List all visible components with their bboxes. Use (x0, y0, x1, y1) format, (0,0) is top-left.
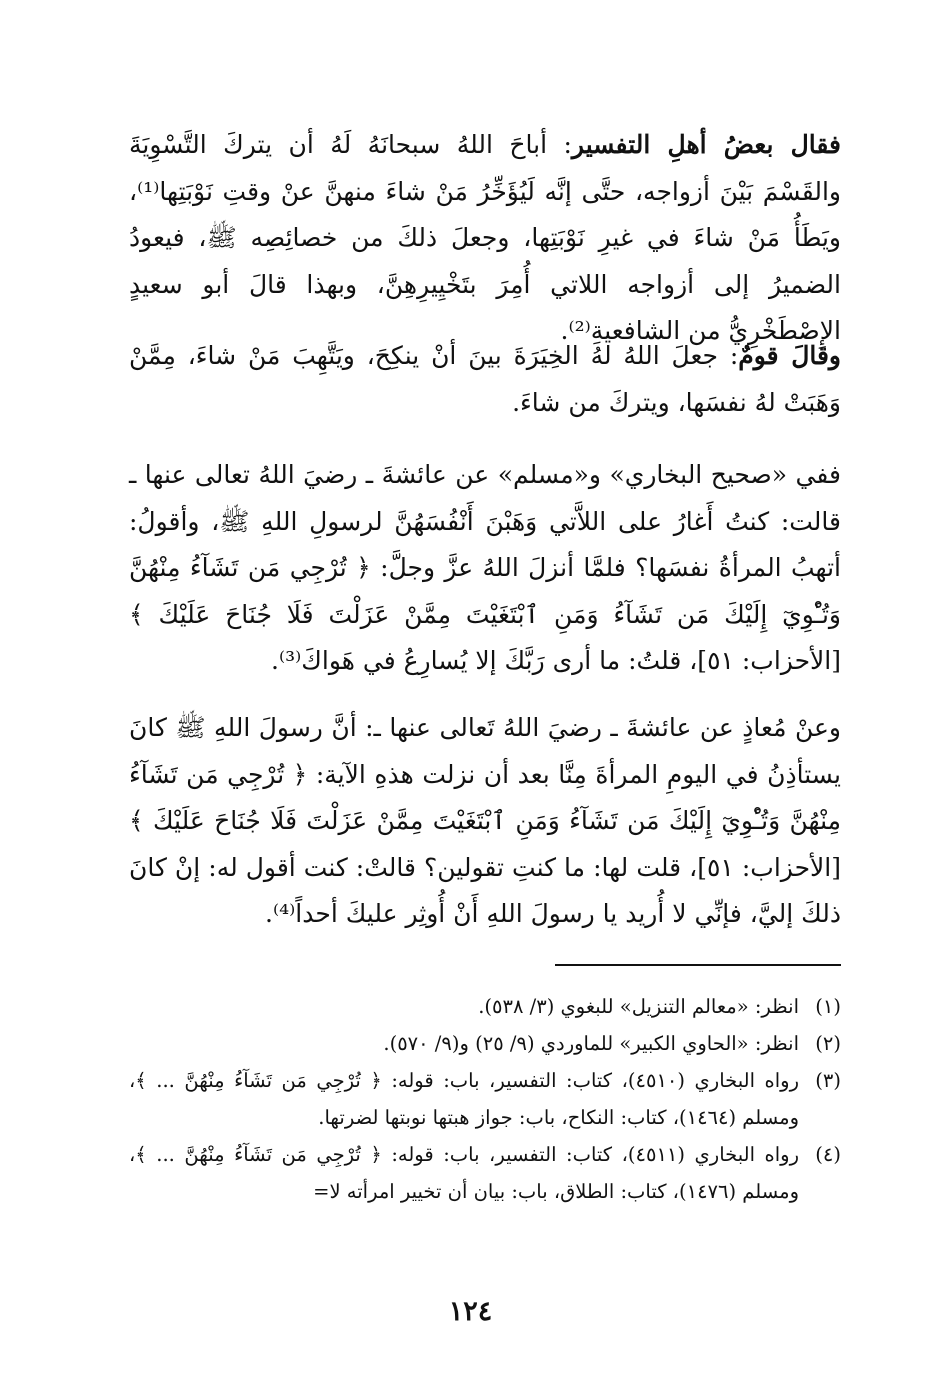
paragraph-4-text: وعنْ مُعاذٍ عن عائشةَ ـ رضيَ اللهُ تَعالى عنها ـ: أنَّ رسولَ اللهِ ﷺ كانَ يستأذِنُ في اليومِ المرأةَ مِنَّا بعد أن نزلت هذهِ الآية: ﴿ تُرْجِي مَن تَشَآءُ مِنْهُنَّ وَتُـْٔوِيٓ إِلَيْكَ مَن تَشَآءُ وَمَنِ ٱبْتَغَيْتَ مِمَّنْ عَزَلْتَ فَلَا جُنَاحَ عَلَيْكَ ﴾ [الأحزاب: ٥١]، قلت لها: ما كنتِ تقولين؟ قالتْ: كنت أقول له: إنْ كانَ ذلكَ إليَّ، فإنِّي لا أُريد يا رسولَ اللهِ أَنْ أُوثِر عليكَ أحداً⁽⁴⁾. (129, 713, 841, 928)
footnote-text: انظر: «معالم التنزيل» للبغوي (٣/ ٥٣٨). (478, 995, 799, 1018)
paragraph-2-text: : جعلَ اللهُ لهُ الخِيَرَةَ بينَ أنْ ينكِحَ، ويَتَّهِبَ مَنْ شاءَ، مِمَّنْ وَهَبَتْ لهُ نفسَها، ويتركَ من شاءَ. (129, 341, 841, 417)
paragraph-3 (129, 452, 841, 685)
footnote-number: (٣) (815, 1069, 841, 1092)
paragraph-2 (129, 333, 841, 426)
page-number: ١٢٤ (448, 1296, 493, 1327)
paragraph-3-text: ففي «صحيح البخاري» و«مسلم» عن عائشةَ ـ رضيَ اللهُ تعالى عنها ـ قالت: كنتُ أَغارُ على اللاَّتي وَهَبْنَ أَنْفُسَهُنَّ لرسولِ اللهِ ﷺ، وأقولُ: أتهبُ المرأةُ نفسَها؟ فلمَّا أنزلَ اللهُ عزَّ وجلَّ: ﴿ تُرْجِي مَن تَشَآءُ مِنْهُنَّ وَتُـْٔوِيٓ إِلَيْكَ مَن تَشَآءُ وَمَنِ ٱبْتَغَيْتَ مِمَّنْ عَزَلْتَ فَلَا جُنَاحَ عَلَيْكَ ﴾ [الأحزاب: ٥١]، قلتُ: ما أرى رَبَّكَ إلا يُسارِعُ في هَواكَ⁽³⁾. (129, 460, 841, 675)
paragraph-4 (129, 705, 841, 938)
paragraph-1 (129, 122, 841, 355)
footnotes (129, 988, 841, 1210)
footnote-text: رواه البخاري (٤٥١٠)، كتاب: التفسير، باب: قوله: ﴿ تُرْجِي مَن تَشَآءُ مِنْهُنَّ ... ﴾، ومسلم (١٤٦٤)، كتاب: النكاح، باب: جواز هبتها نوبتها لضرتها. (129, 1069, 799, 1129)
paragraph-1-text: : أباحَ اللهُ سبحانَهُ لَهُ أن يتركَ التَّسْوِيَةَ والقَسْمَ بَيْنَ أزواجه، حتَّى إنَّه لَيُؤَخِّرُ مَنْ شاءَ منهنَّ عنْ وقتِ نَوْبَتِها⁽¹⁾، ويَطَأُ مَنْ شاءَ في غيرِ نَوْبَتِها، وجعلَ ذلكَ من خصائِصِه ﷺ، فيعودُ الضميرُ إلى أزواجه اللاتي أُمِرَ بتَخْيِيرِهِنَّ، وبهذا قالَ أبو سعيدٍ الإِصْطَخْرِيُّ من الشافعيةِ⁽²⁾. (129, 130, 841, 345)
footnote-1 (129, 988, 841, 1025)
footnote-text: انظر: «الحاوي الكبير» للماوردي (٩/ ٢٥) و(٩/ ٥٧٠). (383, 1032, 799, 1055)
paragraph-2-lead: وقالَ قومٌ (738, 341, 841, 370)
footnote-4 (129, 1136, 841, 1210)
footnote-separator (555, 964, 841, 966)
footnote-3 (129, 1062, 841, 1136)
paragraph-1-lead: فقال بعضُ أهلِ التفسير (571, 130, 841, 159)
footnote-number: (٤) (815, 1143, 841, 1166)
footnote-number: (١) (815, 995, 841, 1018)
footnote-number: (٢) (815, 1032, 841, 1055)
footnote-2 (129, 1025, 841, 1062)
footnote-text: رواه البخاري (٤٥١١)، كتاب: التفسير، باب: قوله: ﴿ تُرْجِي مَن تَشَآءُ مِنْهُنَّ ... ﴾، ومسلم (١٤٧٦)، كتاب: الطلاق، باب: بيان أن تخيير امرأته لا= (129, 1143, 799, 1203)
